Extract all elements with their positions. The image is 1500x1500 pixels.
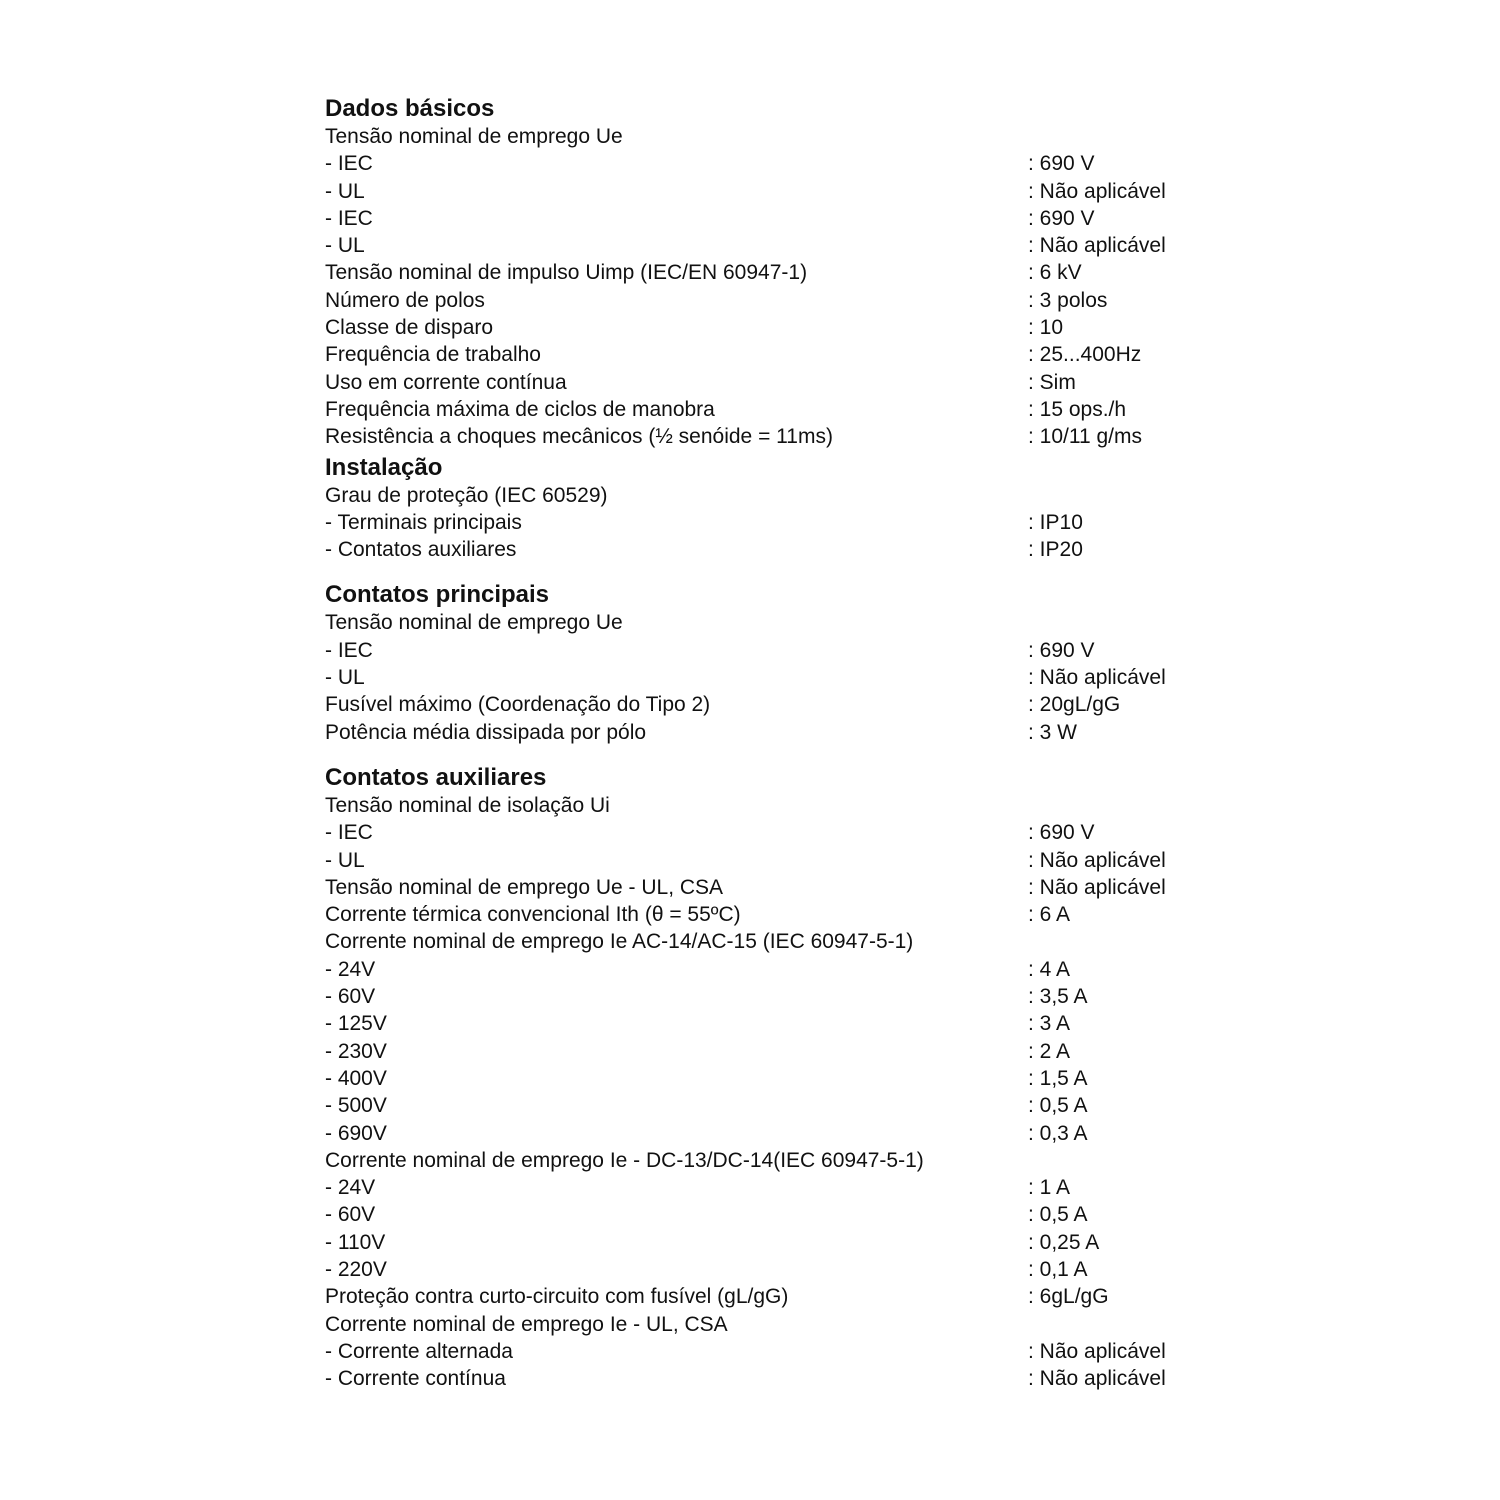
spec-value: : 1,5 A — [1028, 1066, 1088, 1090]
spec-row — [325, 792, 1225, 819]
spec-row — [325, 482, 1225, 509]
spec-value: : 3 A — [1028, 1012, 1071, 1036]
spec-row — [325, 874, 1225, 901]
section-dados-basicos — [325, 94, 1225, 451]
section-instalacao — [325, 453, 1225, 564]
spec-value: : 6gL/gG — [1028, 1285, 1109, 1309]
spec-label: - 220V — [325, 1257, 387, 1281]
spec-label: Proteção contra curto-circuito com fusível (gL/gG) — [325, 1285, 789, 1309]
spec-value: : 25...400Hz — [1028, 343, 1142, 367]
spec-label: - 24V — [325, 957, 376, 981]
spec-row — [325, 956, 1225, 983]
spec-row — [325, 1147, 1225, 1174]
spec-value: : Não aplicável — [1028, 179, 1166, 203]
spec-label: Corrente nominal de emprego Ie - DC-13/DC-14(IEC 60947-5-1) — [325, 1148, 924, 1172]
spec-value: : 0,25 A — [1028, 1230, 1100, 1254]
spec-value: : 1 A — [1028, 1176, 1071, 1200]
section-title: Dados básicos — [325, 95, 495, 122]
section-contatos-principais — [325, 580, 1225, 745]
spec-row — [325, 1174, 1225, 1201]
spec-value: : Não aplicável — [1028, 875, 1166, 899]
spec-value: : Não aplicável — [1028, 1367, 1166, 1391]
spec-label: Número de polos — [325, 288, 485, 312]
spec-value: : 0,1 A — [1028, 1257, 1088, 1281]
spec-label: - 110V — [325, 1230, 386, 1254]
section-title: Contatos principais — [325, 581, 550, 609]
spec-label: Tensão nominal de emprego Ue - UL, CSA — [325, 875, 724, 899]
spec-label: Tensão nominal de emprego Ue — [325, 125, 623, 148]
spec-row — [325, 423, 1225, 450]
spec-label: Uso em corrente contínua — [325, 370, 567, 394]
spec-label: Grau de proteção (IEC 60529) — [325, 483, 608, 507]
spec-row — [325, 983, 1225, 1010]
spec-row — [325, 719, 1225, 746]
spec-label: - IEC — [325, 821, 373, 845]
spec-row — [325, 1092, 1225, 1119]
spec-row — [325, 691, 1225, 718]
spec-value: : 3 polos — [1028, 288, 1108, 312]
spec-value: : 690 V — [1028, 821, 1095, 845]
spec-row — [325, 637, 1225, 664]
spec-row — [325, 396, 1225, 423]
spec-value: : 690 V — [1028, 206, 1095, 230]
spec-row — [325, 259, 1225, 286]
spec-label: Tensão nominal de isolação Ui — [325, 793, 610, 817]
spec-row — [325, 1201, 1225, 1228]
spec-value: : 3 W — [1028, 720, 1078, 744]
spec-label: Frequência máxima de ciclos de manobra — [325, 397, 715, 421]
spec-value: : 3,5 A — [1028, 985, 1088, 1009]
spec-value: : Não aplicável — [1028, 666, 1166, 690]
spec-row — [325, 536, 1225, 563]
spec-value: : 690 V — [1028, 638, 1095, 662]
spec-value: : 0,3 A — [1028, 1121, 1088, 1145]
spec-row — [325, 314, 1225, 341]
spec-row — [325, 1038, 1225, 1065]
spec-row — [325, 901, 1225, 928]
spec-value: : Não aplicável — [1028, 1339, 1166, 1363]
spec-row — [325, 178, 1225, 205]
spec-label: - 500V — [325, 1094, 387, 1118]
spec-value: : Não aplicável — [1028, 848, 1166, 872]
spec-label: Tensão nominal de emprego Ue — [325, 611, 623, 635]
spec-label: - UL — [325, 666, 365, 690]
spec-label: Resistência a choques mecânicos (½ senóide = 11ms) — [325, 425, 833, 449]
spec-row — [325, 1120, 1225, 1147]
spec-label: - Corrente alternada — [325, 1339, 513, 1363]
spec-value: : 2 A — [1028, 1039, 1071, 1063]
spec-row — [325, 1311, 1225, 1338]
spec-value: : 4 A — [1028, 957, 1071, 981]
spec-row — [325, 928, 1225, 955]
spec-row — [325, 664, 1225, 691]
spec-row — [325, 819, 1225, 846]
spec-label: Tensão nominal de impulso Uimp (IEC/EN 60947-1) — [325, 261, 808, 285]
spec-label: - 400V — [325, 1066, 387, 1090]
section-title: Contatos auxiliares — [325, 763, 547, 791]
spec-row — [325, 150, 1225, 177]
spec-row — [325, 509, 1225, 536]
spec-document — [325, 94, 1225, 1392]
spec-label: Classe de disparo — [325, 316, 494, 340]
section-contatos-auxiliares — [325, 763, 1225, 1393]
spec-row — [325, 1283, 1225, 1310]
spec-value: : IP20 — [1028, 538, 1083, 562]
spec-value: : 6 kV — [1028, 261, 1082, 285]
spec-label: - Terminais principais — [325, 510, 522, 534]
spec-row — [325, 609, 1225, 636]
spec-row — [325, 847, 1225, 874]
spec-row — [325, 1338, 1225, 1365]
spec-value: : 690 V — [1028, 152, 1095, 176]
spec-row — [325, 369, 1225, 396]
spec-label: Frequência de trabalho — [325, 343, 541, 367]
spec-label: - Corrente contínua — [325, 1367, 506, 1391]
spec-label: - 125V — [325, 1012, 387, 1036]
spec-label: - UL — [325, 234, 365, 258]
spec-value: : IP10 — [1028, 510, 1083, 534]
spec-row — [325, 123, 1225, 150]
spec-label: - 230V — [325, 1039, 387, 1063]
spec-value: : Não aplicável — [1028, 234, 1166, 258]
spec-value: : 6 A — [1028, 903, 1071, 927]
spec-label: - 24V — [325, 1176, 376, 1200]
spec-label: - Contatos auxiliares — [325, 538, 517, 562]
spec-value: : Sim — [1028, 370, 1076, 394]
spec-label: - UL — [325, 179, 365, 203]
spec-row — [325, 1065, 1225, 1092]
spec-label: - IEC — [325, 638, 373, 662]
spec-row — [325, 1256, 1225, 1283]
spec-label: - IEC — [325, 152, 373, 176]
section-title: Instalação — [325, 453, 443, 481]
spec-label: Corrente nominal de emprego Ie AC-14/AC-15 (IEC 60947-5-1) — [325, 930, 914, 954]
spec-label: - 690V — [325, 1121, 387, 1145]
spec-label: Corrente térmica convencional Ith (θ = 55ºC) — [325, 903, 741, 927]
spec-row — [325, 1365, 1225, 1392]
spec-row — [325, 232, 1225, 259]
spec-value: : 0,5 A — [1028, 1203, 1088, 1227]
spec-label: - IEC — [325, 206, 373, 230]
spec-row — [325, 1229, 1225, 1256]
spec-row — [325, 1010, 1225, 1037]
spec-label: Fusível máximo (Coordenação do Tipo 2) — [325, 693, 711, 717]
spec-label: Corrente nominal de emprego Ie - UL, CSA — [325, 1312, 728, 1336]
spec-value: : 15 ops./h — [1028, 397, 1127, 421]
spec-value: : 10/11 g/ms — [1028, 425, 1143, 449]
spec-row — [325, 205, 1225, 232]
spec-label: - UL — [325, 848, 365, 872]
spec-row — [325, 341, 1225, 368]
spec-label: - 60V — [325, 985, 376, 1009]
spec-value: : 0,5 A — [1028, 1094, 1088, 1118]
spec-label: - 60V — [325, 1203, 376, 1227]
spec-label: Potência média dissipada por pólo — [325, 720, 647, 744]
spec-row — [325, 287, 1225, 314]
spec-value: : 10 — [1028, 316, 1064, 340]
spec-value: : 20gL/gG — [1028, 693, 1121, 717]
